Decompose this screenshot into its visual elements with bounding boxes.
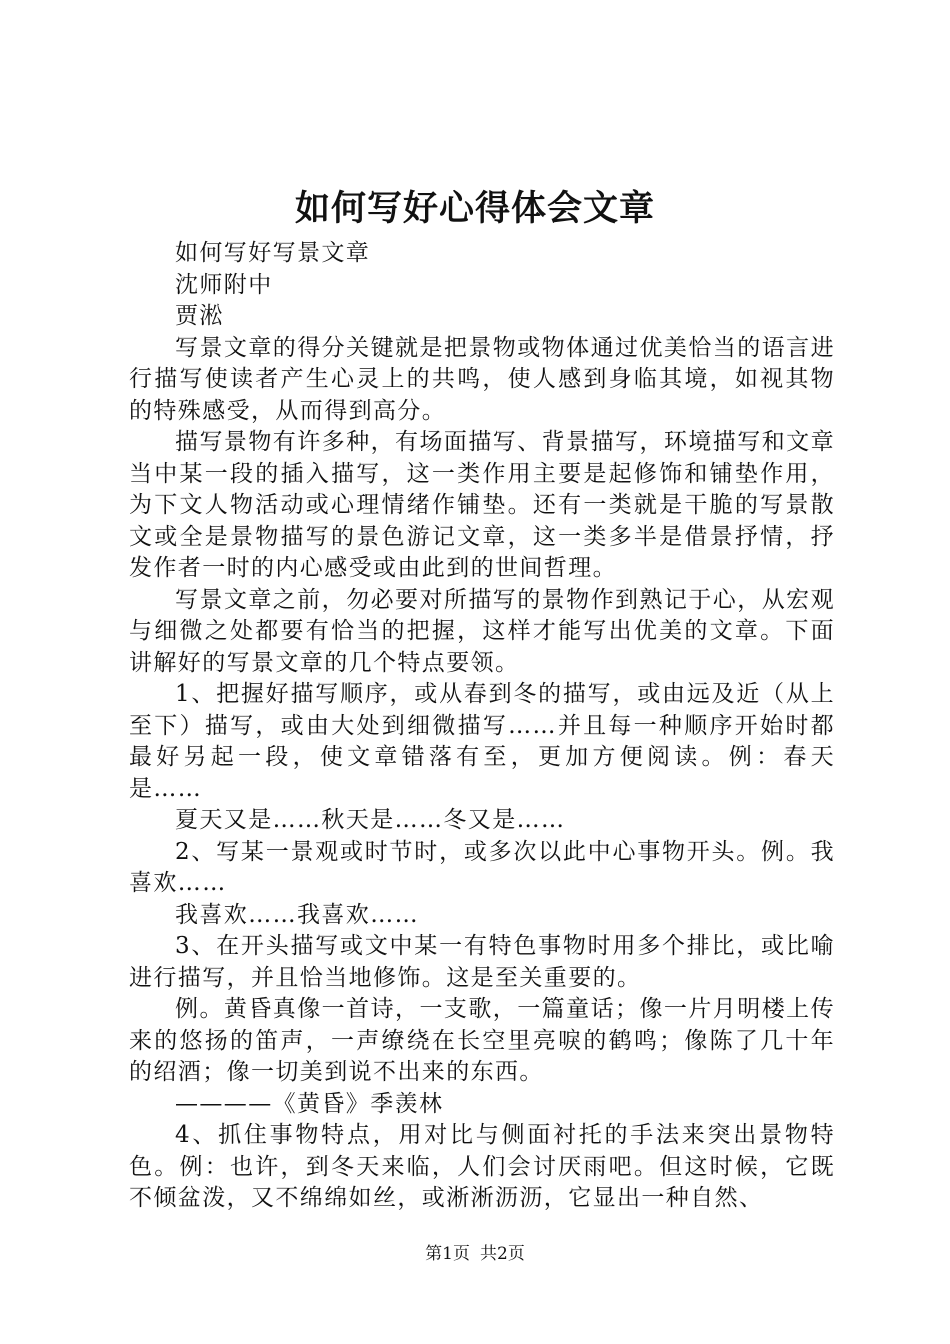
- paragraph: 我喜欢……我喜欢……: [175, 901, 419, 928]
- document-body: [129, 238, 835, 1215]
- paragraph: 写景文章之前，勿必要对所描写的景物作到熟记于心，从宏观与细微之处都要有恰当的把握，这样才能写出优美的文章。下面讲解好的写景文章的几个特点要领。: [129, 586, 835, 676]
- paragraph-school: 沈师附中: [175, 271, 273, 298]
- page-number: 第1页: [425, 1244, 470, 1264]
- paragraph-subtitle: 如何写好写景文章: [175, 240, 371, 266]
- paragraph: 描写景物有许多种，有场面描写、背景描写，环境描写和文章当中某一段的插入描写，这一类作用主要是起修饰和铺垫作用，为下文人物活动或心理情绪作铺垫。还有一类就是干脆的写景散文或全是景物描写的景色游记文章，这一类多半是借景抒情，抒发作者一时的内心感受或由此到的世间哲理。: [129, 429, 835, 581]
- paragraph: 3、在开头描写或文中某一有特色事物时用多个排比，或比喻进行描写，并且恰当地修饰。这是至关重要的。: [129, 933, 835, 991]
- paragraph: 4、抓住事物特点，用对比与侧面衬托的手法来突出景物特色。例：也许，到冬天来临，人们会讨厌雨吧。但这时候，它既不倾盆泼，又不绵绵如丝，或淅淅沥沥，它显出一种自然、: [129, 1122, 835, 1211]
- paragraph-example: 例。黄昏真像一首诗，一支歌，一篇童话；像一片月明楼上传来的悠扬的笛声，一声缭绕在长空里亮唳的鹤鸣；像陈了几十年的绍酒；像一切美到说不出来的东西。: [129, 996, 835, 1085]
- page-footer: [0, 1243, 950, 1265]
- paragraph: 1、把握好描写顺序，或从春到冬的描写，或由远及近（从上至下）描写，或由大处到细微描写……并且每一种顺序开始时都最好另起一段，使文章错落有至，更加方便阅读。例：春天是……: [129, 681, 835, 802]
- paragraph: 夏天又是……秋天是……冬又是……: [175, 807, 566, 833]
- paragraph-citation: ————《黄昏》季羡林: [175, 1090, 444, 1117]
- paragraph-author: 贾淞: [175, 303, 224, 329]
- paragraph: 写景文章的得分关键就是把景物或物体通过优美恰当的语言进行描写使读者产生心灵上的共鸣，使人感到身临其境，如视其物的特殊感受，从而得到高分。: [129, 334, 835, 424]
- document-title: 如何写好心得体会文章: [294, 188, 655, 229]
- page-total: 共2页: [480, 1244, 525, 1264]
- paragraph: 2、写某一景观或时节时，或多次以此中心事物开头。例。我喜欢……: [129, 838, 835, 896]
